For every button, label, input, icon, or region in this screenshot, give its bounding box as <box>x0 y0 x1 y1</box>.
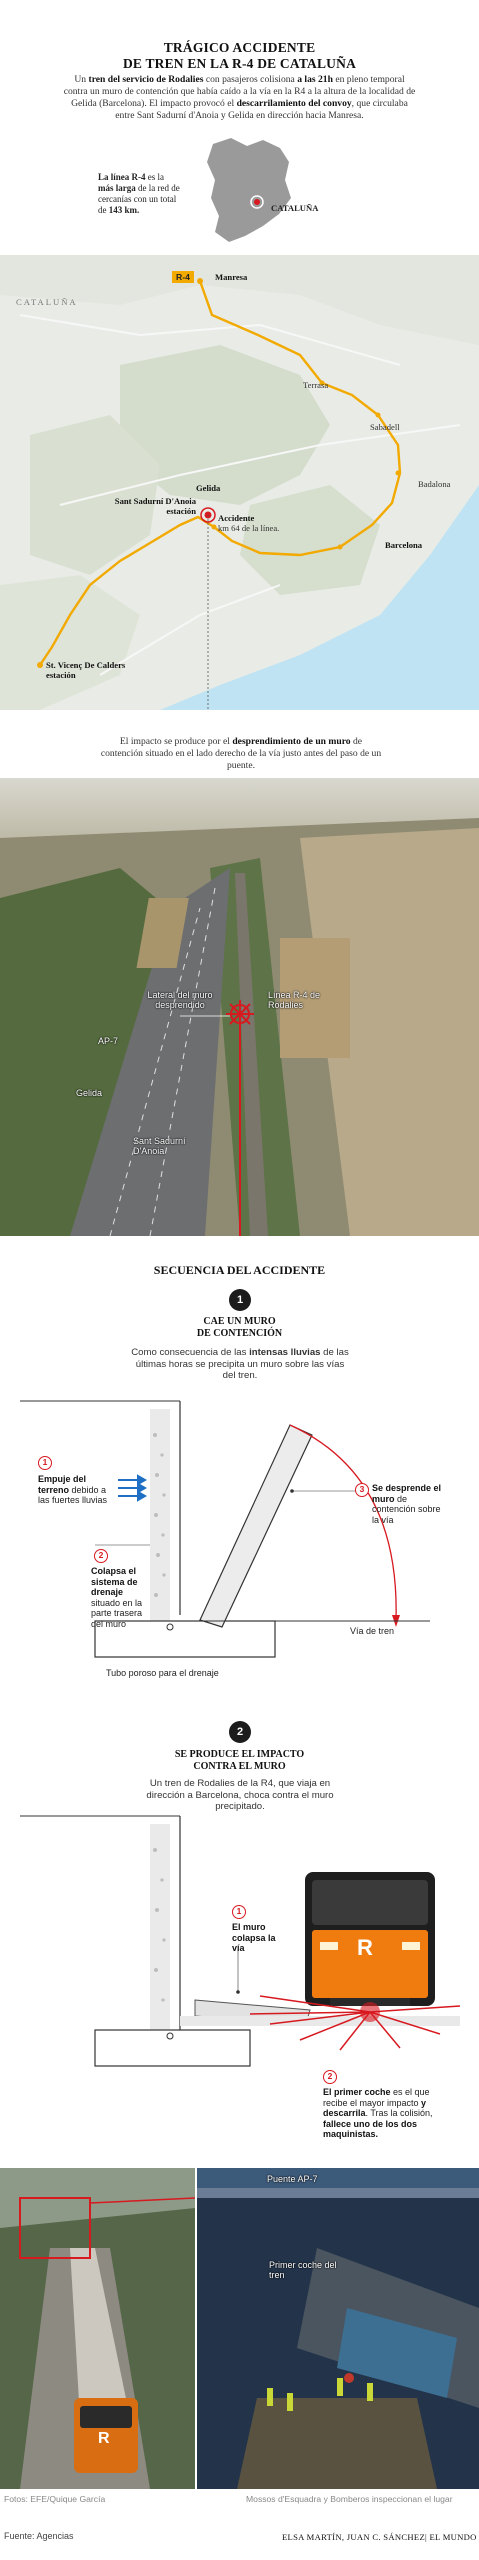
aerial-view <box>0 778 479 1236</box>
accident-km: km 64 de la línea. <box>218 523 280 533</box>
step1-note2-marker: 2 <box>94 1549 108 1563</box>
city-sant-sadurni: Sant Sadurní D'Anoia estación <box>114 496 196 516</box>
label-sant-sadurni: Sant Sadurní D'Anoia <box>133 1136 186 1156</box>
step1-pipe-label: Tubo poroso para el drenaje <box>106 1668 219 1678</box>
step1-title-line2: DE CONTENCIÓN <box>196 1328 283 1339</box>
step1-note2: Colapsa el sistema de drenaje situado en la parte trasera del muro <box>91 1566 143 1629</box>
title-line-1: TRÁGICO ACCIDENTE <box>163 40 316 55</box>
city-badalona: Badalona <box>418 479 451 489</box>
label-line: Línea R-4 de Rodalies <box>268 990 321 1010</box>
step1-diagram <box>0 1395 479 1695</box>
catalonia-inset-map <box>185 128 315 248</box>
step1-number: 1 <box>229 1289 251 1311</box>
inset-region-label: CATALUÑA <box>271 203 319 213</box>
label-wall: Lateral del muro desprendido <box>147 990 213 1010</box>
step2-diagram <box>0 1810 479 2110</box>
step1-note1-marker: 1 <box>38 1456 52 1470</box>
label-ap7: AP-7 <box>98 1036 119 1046</box>
step1-note1: Empuje del terreno debido a las fuertes lluvias <box>38 1474 108 1505</box>
impact-text: El impacto se produce por el desprendimiento de un muro de contención situado en el lado derecho de la vía justo antes del paso de un puente. <box>100 736 382 771</box>
photo-train <box>0 2168 195 2489</box>
label-gelida: Gelida <box>76 1088 103 1098</box>
city-sabadell: Sabadell <box>370 422 400 432</box>
photo-crash-site <box>197 2168 479 2489</box>
label-first-car: Primer coche del tren <box>269 2260 337 2280</box>
train-r-logo: R <box>357 1935 373 1960</box>
page-title <box>0 40 479 72</box>
label-bridge: Puente AP-7 <box>267 2174 318 2184</box>
step2-title <box>0 1749 479 1773</box>
step1-title-line1: CAE UN MURO <box>203 1316 276 1327</box>
step2-number: 2 <box>229 1721 251 1743</box>
photo-caption-right: Mossos d'Esquadra y Bomberos inspeccionan el lugar <box>246 2494 453 2504</box>
step1-title <box>0 1316 479 1340</box>
city-sant-vicenc: St. Vicenç De Calders estación <box>46 660 126 680</box>
photo-train-r: R <box>98 2430 110 2447</box>
step2-description: Un tren de Rodalies de la R4, que viaja en dirección a Barcelona, choca contra el muro precipitado. <box>146 1778 334 1812</box>
step2-note1-marker: 1 <box>232 1905 246 1919</box>
push-arrows <box>118 1476 145 1500</box>
step2-title-line2: CONTRA EL MURO <box>193 1761 286 1772</box>
step2-note2: El primer coche es el que recibe el mayor impacto y descarrila. Tras la colisión, fallece uno de los dos maquinistas. <box>323 2087 433 2139</box>
inset-text: La línea R-4 es la más larga de la red de cercanías con un total de 143 km. <box>98 172 180 215</box>
map-region-label: CATALUÑA <box>16 297 78 307</box>
city-manresa: Manresa <box>215 272 248 282</box>
sequence-title: SECUENCIA DEL ACCIDENTE <box>153 1263 326 1277</box>
step2-note2-marker: 2 <box>323 2070 337 2084</box>
step1-note3-marker: 3 <box>355 1483 369 1497</box>
photo-caption-left: Fotos: EFE/Quique García <box>4 2494 106 2504</box>
step1-note3: Se desprende el muro de contención sobre la vía <box>372 1483 442 1525</box>
aerial-svg <box>0 778 479 1236</box>
footer-source: Fuente: Agencias <box>4 2531 74 2541</box>
impact-burst <box>226 1000 254 1028</box>
step1-track-label: Vía de tren <box>350 1626 395 1636</box>
step1-description: Como consecuencia de las intensas lluvias de las últimas horas se precipita un muro sobre las vías del tren. <box>131 1347 349 1381</box>
title-line-2: DE TREN EN LA R-4 DE CATALUÑA <box>122 56 357 71</box>
step2-title-line1: SE PRODUCE EL IMPACTO <box>174 1749 305 1760</box>
intro-text: Un tren del servicio de Rodalies con pasajeros colisiona a las 21h en pleno temporal contra un muro de contención que había caído a la vía en la R4 a la altura de la localidad de Gelida (Barcelona). El impacto provocó el descarrilamiento del convoy, que circulaba entre Sant Sadurní d'Anoia y Gelida en dirección hacia Manresa. <box>63 74 416 121</box>
city-barcelona: Barcelona <box>385 540 423 550</box>
city-gelida: Gelida <box>196 483 221 493</box>
r4-badge: R-4 <box>172 271 194 283</box>
photo-crash-svg <box>197 2168 479 2489</box>
accident-label: Accidente <box>218 513 255 523</box>
route-map <box>0 255 479 710</box>
footer-credit: ELSA MARTÍN, JUAN C. SÁNCHEZ| EL MUNDO <box>282 2532 477 2542</box>
city-terrasa: Terrasa <box>303 380 329 390</box>
step2-note1: El muro colapsa la vía <box>232 1922 276 1953</box>
route-map-svg <box>0 255 479 710</box>
